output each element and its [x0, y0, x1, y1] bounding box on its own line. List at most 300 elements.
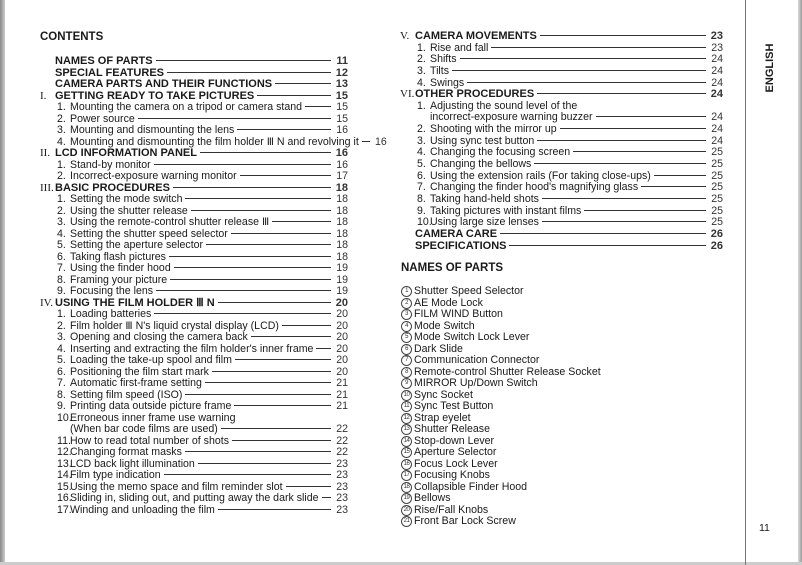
toc-leader-line [156, 60, 331, 61]
toc-entry-label: Using the remote-control shutter release Ⅲ [70, 216, 270, 228]
circled-number-icon: 7 [401, 355, 412, 366]
toc-entry-label: (When bar code films are used) [70, 423, 218, 435]
part-label: Remote-control Shutter Release Socket [414, 365, 601, 378]
page-right-edge [798, 0, 802, 565]
toc-entry-label: Taking pictures with instant films [430, 204, 582, 217]
toc-entry-label: Using large size lenses [430, 216, 539, 229]
toc-leader-line [218, 302, 331, 303]
part-label: Collapsible Finder Hood [414, 480, 528, 493]
toc-entry-label: Mounting and dismounting the film holder Ⅲ N and revolving it [70, 135, 359, 148]
toc-entry-page: 23 [336, 480, 348, 493]
part-item [401, 493, 601, 505]
toc-entry[interactable] [400, 229, 723, 241]
circled-number-icon: 3 [401, 309, 412, 320]
toc-leader-line [212, 371, 331, 372]
toc-entry-page: 18 [336, 227, 348, 240]
part-label: Shutter Speed Selector [414, 285, 524, 297]
toc-leader-line [231, 233, 331, 234]
toc-entry-label: Using the extension rails (For taking close-ups) [430, 169, 651, 182]
toc-entry[interactable] [40, 263, 348, 275]
toc-entry-label: Taking hand-held shots [430, 192, 539, 205]
toc-leader-line [240, 175, 331, 176]
toc-leader-line [322, 497, 331, 498]
toc-entry-number: 5. [417, 158, 426, 171]
toc-entry-number: 4. [417, 76, 426, 89]
toc-entry-number: 3. [417, 134, 426, 147]
toc-entry-page: 18 [336, 193, 348, 205]
toc-entry[interactable] [40, 493, 348, 505]
toc-entry-page: 15 [335, 89, 348, 102]
circled-number-icon: 1 [401, 286, 412, 297]
toc-leader-line [272, 221, 331, 222]
part-label: Dark Slide [414, 342, 463, 355]
toc-leader-line [138, 118, 331, 119]
toc-entry-page: 20 [336, 365, 348, 378]
toc-entry-number: 1. [57, 193, 66, 205]
toc-leader-line [167, 72, 331, 73]
part-label: Focus Lock Lever [414, 457, 498, 470]
toc-entry-page: 18 [336, 216, 348, 228]
toc-entry-label: SPECIFICATIONS [415, 239, 507, 252]
toc-entry[interactable] [40, 378, 348, 390]
toc-entry[interactable] [40, 56, 348, 68]
toc-leader-line [235, 359, 331, 360]
part-item [401, 470, 601, 482]
toc-entry-label: Printing data outside picture frame [70, 400, 232, 412]
toc-entry-number: 2. [57, 319, 66, 332]
toc-entry[interactable] [400, 31, 723, 43]
toc-leader-line [206, 244, 331, 245]
circled-number-icon: 19 [401, 493, 412, 504]
circled-number-icon: 21 [401, 516, 412, 527]
toc-entry[interactable] [400, 159, 723, 171]
toc-entry-number: 3. [57, 331, 66, 343]
circled-number-icon: 6 [401, 344, 412, 355]
circled-number-icon: 2 [401, 298, 412, 309]
toc-entry-page: 25 [711, 146, 723, 159]
toc-entry-page: 20 [336, 354, 348, 366]
toc-entry-page: 16 [336, 124, 348, 136]
toc-leader-line [198, 463, 331, 464]
toc-entry-label: Mounting and dismounting the lens [70, 124, 235, 136]
part-item [401, 516, 601, 528]
toc-leader-line [542, 221, 706, 222]
toc-entry-page: 20 [336, 319, 348, 332]
toc-leader-line [200, 152, 331, 153]
toc-entry[interactable] [40, 470, 348, 482]
toc-entry-label: CAMERA MOVEMENTS [415, 30, 537, 42]
toc-entry[interactable] [40, 79, 348, 91]
toc-entry-number: 9. [417, 204, 426, 217]
toc-entry-label: OTHER PROCEDURES [415, 88, 535, 101]
toc-entry[interactable] [40, 332, 348, 344]
toc-entry-page: 24 [711, 134, 723, 147]
toc-leader-line [509, 245, 706, 246]
part-label: Shutter Release [414, 423, 490, 435]
toc-entry-page: 22 [336, 423, 348, 435]
toc-entry-label: Changing the focusing screen [430, 146, 571, 159]
toc-entry-label: Positioning the film start mark [70, 365, 209, 378]
toc-leader-line [205, 382, 331, 383]
toc-entry-label: Winding and unloading the film [70, 503, 215, 516]
toc-entry-label: Framing your picture [70, 273, 168, 286]
part-label: Sync Socket [414, 388, 473, 401]
toc-entry-page: 19 [336, 262, 348, 274]
toc-leader-line [542, 198, 706, 199]
toc-entry-page: 20 [336, 331, 348, 343]
toc-leader-line [185, 451, 331, 452]
toc-entry-label: USING THE FILM HOLDER Ⅲ N [55, 296, 215, 309]
toc-leader-line [537, 93, 706, 94]
part-label: Bellows [414, 492, 451, 504]
circled-number-icon: 12 [401, 413, 412, 424]
toc-leader-line [362, 141, 370, 142]
part-item [401, 286, 601, 298]
toc-entry-label: Automatic first-frame setting [70, 377, 202, 389]
circled-number-icon: 14 [401, 436, 412, 447]
part-label: Strap eyelet [414, 411, 471, 424]
part-label: AE Mode Lock [414, 296, 483, 309]
toc-entry-label: CAMERA PARTS AND THEIR FUNCTIONS [55, 78, 273, 90]
toc-entry[interactable] [40, 355, 348, 367]
toc-entry-number: 6. [57, 250, 66, 263]
toc-entry-label: Opening and closing the camera back [70, 331, 248, 343]
toc-entry-label: Mounting the camera on a tripod or camera stand [70, 101, 303, 113]
circled-number-icon: 4 [401, 321, 412, 332]
toc-entry-page: 15 [336, 112, 348, 125]
toc-entry-number: 10. [417, 216, 432, 229]
toc-entry-label: Loading the take-up spool and film [70, 354, 232, 366]
toc-entry-page: 18 [336, 239, 348, 251]
part-label: Aperture Selector [414, 446, 497, 458]
toc-entry-number: 13. [57, 457, 72, 470]
toc-leader-line [185, 394, 331, 395]
toc-entry-number: 9. [57, 285, 66, 297]
part-label: Mode Switch [414, 319, 475, 332]
toc-entry[interactable] [40, 424, 348, 436]
circled-number-icon: 9 [401, 378, 412, 389]
toc-entry-number: 8. [417, 192, 426, 205]
toc-leader-line [221, 428, 331, 429]
toc-entry[interactable] [40, 286, 348, 298]
part-label: Mode Switch Lock Lever [414, 331, 530, 343]
toc-entry[interactable] [40, 125, 348, 137]
toc-entry-page: 22 [336, 446, 348, 458]
toc-entry[interactable] [400, 194, 723, 206]
toc-entry-number: 2. [417, 53, 426, 66]
toc-leader-line [237, 129, 331, 130]
toc-entry-number: 4. [417, 146, 426, 159]
toc-entry-page: 15 [336, 101, 348, 113]
toc-entry-page: 21 [336, 400, 348, 412]
toc-entry-page: 23 [336, 492, 348, 504]
toc-entry-number: 1. [57, 308, 66, 320]
circled-number-icon: 17 [401, 470, 412, 481]
toc-entry-label: Rise and fall [430, 41, 489, 54]
toc-leader-line [169, 256, 331, 257]
circled-number-icon: 13 [401, 424, 412, 435]
toc-entry-page: 21 [336, 388, 348, 401]
toc-entry[interactable] [40, 240, 348, 252]
toc-leader-line [251, 336, 331, 337]
toc-entry-label: Setting film speed (ISO) [70, 388, 183, 401]
toc-entry-label: Using the memo space and film reminder slot [70, 480, 283, 493]
language-tab: ENGLISH [764, 43, 776, 93]
toc-entry-label: Setting the mode switch [70, 193, 183, 205]
toc-entry-label: NAMES OF PARTS [55, 55, 153, 67]
toc-entry-label: Incorrect-exposure warning monitor [70, 170, 237, 182]
toc-entry-number: 5. [57, 239, 66, 251]
names-of-parts-list [401, 286, 601, 528]
toc-entry[interactable] [40, 194, 348, 206]
toc-entry-number: 7. [417, 181, 426, 194]
toc-entry-page: 19 [336, 273, 348, 286]
toc-leader-line [170, 279, 331, 280]
part-item [401, 424, 601, 436]
toc-entry[interactable] [40, 505, 348, 517]
toc-entry-number: 1. [57, 158, 66, 171]
toc-entry-page: 20 [336, 342, 348, 355]
circled-number-icon: 15 [401, 447, 412, 458]
toc-entry-page: 24 [711, 64, 723, 77]
toc-leader-line [156, 290, 331, 291]
toc-entry-label: Using the shutter release [70, 204, 188, 217]
toc-entry-page: 20 [335, 296, 348, 309]
page-number: 11 [759, 522, 770, 534]
toc-leader-line [467, 82, 706, 83]
toc-entry-label: Using sync test button [430, 134, 535, 147]
toc-entry-page: 16 [335, 147, 348, 159]
toc-entry-page: 23 [711, 41, 723, 54]
circled-number-icon: 16 [401, 459, 412, 470]
part-item [401, 378, 601, 390]
toc-entry-label: CAMERA CARE [415, 227, 498, 240]
toc-entry-number: 3. [417, 64, 426, 77]
toc-entry-page: 18 [335, 181, 348, 194]
toc-leader-line [460, 58, 707, 59]
toc-entry-page: 26 [710, 227, 723, 240]
toc-entry[interactable] [40, 447, 348, 459]
toc-leader-line [534, 163, 706, 164]
toc-entry[interactable] [400, 241, 723, 253]
toc-entry[interactable] [40, 171, 348, 183]
toc-entry-label: GETTING READY TO TAKE PICTURES [55, 89, 255, 102]
toc-entry-page: 24 [711, 111, 723, 124]
toc-entry-number: 3. [57, 124, 66, 136]
part-item [401, 332, 601, 344]
toc-entry-page: 23 [336, 469, 348, 481]
toc-entry-number: 12. [57, 446, 72, 458]
toc-entry[interactable] [40, 401, 348, 413]
toc-entry-page: 22 [336, 434, 348, 447]
toc-leader-line [257, 95, 331, 96]
toc-entry-page: 12 [335, 66, 348, 79]
toc-leader-line [173, 187, 331, 188]
circled-number-icon: 11 [401, 401, 412, 412]
toc-entry-number: 8. [57, 273, 66, 286]
toc-entry-label: LCD back light illumination [70, 457, 195, 470]
toc-entry[interactable] [40, 217, 348, 229]
toc-entry[interactable] [40, 309, 348, 321]
part-item [401, 447, 601, 459]
toc-entry-page: 24 [710, 88, 723, 101]
toc-entry-page: 25 [711, 204, 723, 217]
toc-entry-page: 23 [336, 457, 348, 470]
toc-entry-number: 7. [57, 377, 66, 389]
toc-entry-label: Film holder Ⅲ N's liquid crystal display (LCD) [70, 319, 279, 332]
toc-entry-number: V. [400, 30, 410, 42]
toc-entry-number: 10. [57, 411, 72, 424]
part-label: Focusing Knobs [414, 469, 490, 481]
toc-leader-line [305, 106, 331, 107]
toc-entry-page: 24 [711, 76, 723, 89]
toc-entry-label: Changing format masks [70, 446, 182, 458]
toc-entry-label: Setting the shutter speed selector [70, 227, 228, 240]
toc-entry-number: 2. [57, 204, 66, 217]
toc-entry-label: Swings [430, 76, 465, 89]
circled-number-icon: 10 [401, 390, 412, 401]
contents-list-right [400, 31, 723, 252]
toc-entry-number: 2. [417, 123, 426, 136]
margin-divider [745, 0, 746, 565]
toc-entry-page: 17 [336, 170, 348, 182]
toc-leader-line [286, 486, 331, 487]
toc-entry-page: 25 [711, 216, 723, 229]
toc-leader-line [185, 198, 331, 199]
toc-entry-page: 16 [375, 135, 387, 148]
circled-number-icon: 18 [401, 482, 412, 493]
toc-entry-number: 4. [57, 342, 66, 355]
toc-leader-line [232, 440, 331, 441]
toc-entry-page: 19 [336, 285, 348, 297]
toc-entry-page: 13 [335, 78, 348, 90]
toc-entry-label: Changing the bellows [430, 158, 532, 171]
toc-entry-page: 16 [336, 158, 348, 171]
toc-leader-line [491, 47, 706, 48]
toc-leader-line [537, 140, 706, 141]
circled-number-icon: 20 [401, 505, 412, 516]
toc-entry-label: Changing the finder hood's magnifying glass [430, 181, 639, 194]
toc-entry-label: Film type indication [70, 469, 161, 481]
toc-entry-number: 8. [57, 388, 66, 401]
toc-entry-label: Inserting and extracting the film holder's inner frame [70, 342, 314, 355]
toc-entry-page: 26 [710, 239, 723, 252]
toc-leader-line [540, 35, 706, 36]
contents-list-left [40, 55, 387, 516]
toc-entry-page: 23 [710, 30, 723, 42]
toc-entry-label: Stand-by monitor [70, 158, 151, 171]
toc-entry-number: 1. [57, 101, 66, 113]
toc-entry-page: 23 [336, 503, 348, 516]
toc-leader-line [154, 164, 331, 165]
toc-entry-label: SPECIAL FEATURES [55, 66, 164, 79]
part-label: FILM WIND Button [414, 308, 503, 320]
part-label: Front Bar Lock Screw [414, 515, 516, 527]
circled-number-icon: 5 [401, 332, 412, 343]
toc-entry-page: 25 [711, 181, 723, 194]
toc-leader-line [500, 233, 706, 234]
toc-entry[interactable] [40, 148, 348, 160]
toc-leader-line [154, 313, 331, 314]
toc-entry-label: Sliding in, sliding out, and putting away the dark slide [70, 492, 319, 504]
toc-entry-label: incorrect-exposure warning buzzer [430, 111, 593, 124]
toc-entry-page: 18 [336, 250, 348, 263]
toc-entry-page: 20 [336, 308, 348, 320]
toc-entry-number: 17. [57, 503, 72, 516]
names-of-parts-title: NAMES OF PARTS [401, 262, 504, 274]
part-item [401, 309, 601, 321]
toc-entry-label: Erroneous inner frame use warning [70, 411, 236, 424]
toc-leader-line [584, 210, 706, 211]
part-label: MIRROR Up/Down Switch [414, 377, 538, 389]
toc-entry-label: LCD INFORMATION PANEL [55, 147, 197, 159]
toc-entry-page: 11 [336, 55, 348, 67]
toc-leader-line [282, 325, 331, 326]
toc-entry-number: II. [40, 147, 51, 159]
toc-entry-number: 4. [57, 135, 66, 148]
toc-entry-page: 18 [336, 204, 348, 217]
toc-entry-number: 6. [417, 169, 426, 182]
toc-entry-label: Power source [70, 112, 135, 125]
toc-entry-number: 6. [57, 365, 66, 378]
toc-leader-line [560, 128, 706, 129]
part-item [401, 355, 601, 367]
toc-entry-number: III. [40, 181, 54, 194]
toc-entry-number: 15. [57, 480, 72, 493]
toc-entry[interactable] [400, 66, 723, 78]
toc-entry-number: 9. [57, 400, 66, 412]
toc-entry[interactable] [40, 102, 348, 114]
part-item [401, 401, 601, 413]
toc-leader-line [316, 348, 331, 349]
toc-entry-page: 25 [711, 192, 723, 205]
toc-entry-number: 1. [417, 41, 426, 54]
toc-entry-page: 25 [711, 158, 723, 171]
toc-leader-line [452, 70, 706, 71]
toc-entry-label: Focusing the lens [70, 285, 154, 297]
toc-entry-number: 16. [57, 492, 72, 504]
page-binding-edge [0, 0, 5, 565]
circled-number-icon: 8 [401, 367, 412, 378]
toc-leader-line [654, 175, 706, 176]
toc-entry-number: 4. [57, 227, 66, 240]
toc-leader-line [573, 151, 706, 152]
toc-entry-number: 14. [57, 469, 72, 481]
toc-leader-line [641, 186, 706, 187]
toc-entry-number: 1. [417, 99, 426, 112]
toc-entry-label: Adjusting the sound level of the [430, 99, 578, 112]
toc-leader-line [191, 210, 331, 211]
toc-entry-label: Tilts [430, 64, 450, 77]
part-label: Sync Test Button [414, 400, 494, 412]
toc-leader-line [596, 116, 706, 117]
toc-entry-number: 7. [57, 262, 66, 274]
toc-entry-number: 2. [57, 112, 66, 125]
toc-entry-label: Shooting with the mirror up [430, 123, 557, 136]
toc-entry-label: How to read total number of shots [70, 434, 229, 447]
toc-entry-number: 11. [57, 434, 71, 447]
toc-entry-label: Shifts [430, 53, 457, 66]
toc-entry-label: Taking flash pictures [70, 250, 166, 263]
toc-entry-label: Setting the aperture selector [70, 239, 204, 251]
toc-entry-label: Loading batteries [70, 308, 152, 320]
toc-leader-line [234, 405, 331, 406]
toc-entry-number: VI. [400, 88, 415, 101]
toc-entry-page: 25 [711, 169, 723, 182]
toc-entry-number: 5. [57, 354, 66, 366]
toc-leader-line [218, 509, 331, 510]
toc-entry-number: 3. [57, 216, 66, 228]
